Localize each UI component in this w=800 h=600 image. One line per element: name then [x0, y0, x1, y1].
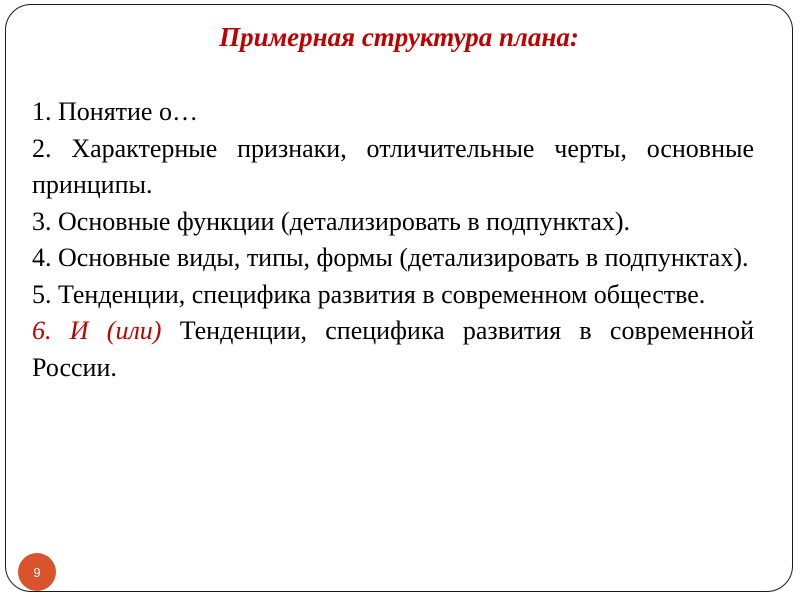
- list-item: [32, 131, 754, 204]
- item-number: 3.: [32, 206, 52, 236]
- item-number: 4.: [32, 243, 52, 272]
- item-number: 6.: [32, 316, 52, 345]
- item-number: 2.: [32, 133, 52, 163]
- item-lead: И (или): [69, 316, 162, 345]
- slide-title: Примерная структура плана:: [219, 22, 579, 52]
- list-item: [32, 313, 754, 386]
- list-item: [32, 277, 754, 314]
- list-item: [32, 94, 754, 131]
- list-item: [32, 204, 754, 241]
- plan-list: [32, 94, 754, 386]
- item-text: Основные виды, типы, формы (детализировать в подпунктах).: [58, 243, 749, 272]
- item-text: Тенденции, специфика развития в современном обществе.: [58, 279, 706, 309]
- slide-frame: [5, 4, 793, 592]
- item-text: Тенденции, специфика развития в современной России.: [32, 316, 755, 382]
- list-item: [32, 240, 754, 277]
- item-text: Основные функции (детализировать в подпунктах).: [58, 206, 631, 236]
- item-number: 1.: [32, 97, 52, 126]
- page-number-badge: 9: [18, 553, 56, 591]
- item-number: 5.: [32, 279, 52, 309]
- item-text: Понятие о…: [58, 97, 198, 126]
- item-text: Характерные признаки, отличительные черты, основные принципы.: [32, 133, 754, 199]
